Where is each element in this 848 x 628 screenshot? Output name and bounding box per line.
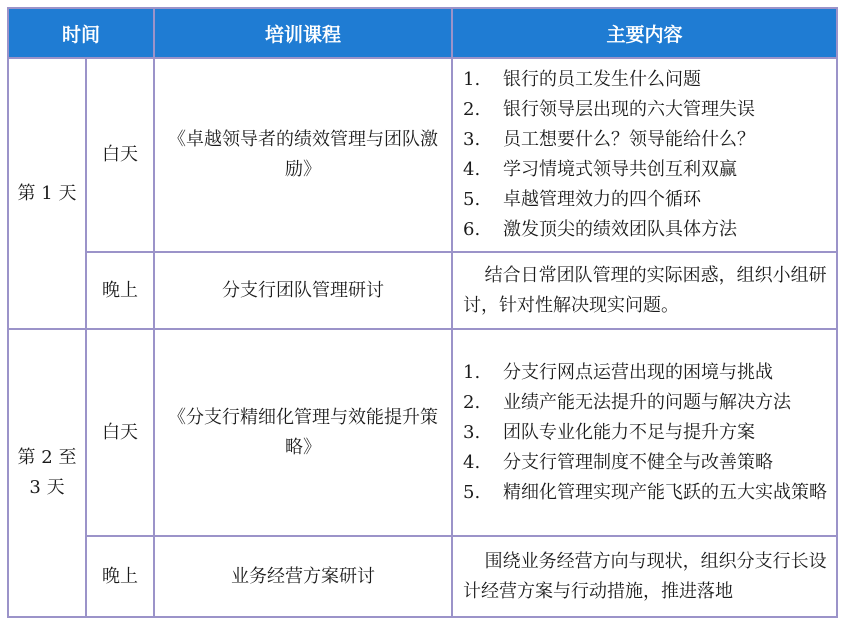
table-row [8,536,837,617]
content-paragraph: 结合日常团队管理的实际困惑，组织小组研讨，针对性解决现实问题。 [463,264,827,316]
training-schedule-table [7,7,838,618]
course-title: 《分支行精细化管理与效能提升策略》 [154,329,452,536]
list-item: 4. 分支行管理制度不健全与改善策略 [463,451,774,473]
day-label: 第 1 天 [8,58,86,329]
period-label: 白天 [86,58,154,252]
list-item: 1. 分支行网点运营出现的困境与挑战 [463,361,774,383]
content-list [453,352,836,514]
content-paragraph-cell [452,252,837,329]
period-label: 晚上 [86,252,154,329]
period-label: 白天 [86,329,154,536]
course-title: 《卓越领导者的绩效管理与团队激励》 [154,58,452,252]
list-item: 4. 学习情境式领导共创互利双赢 [463,159,738,180]
content-list-cell [452,58,837,252]
list-item: 5. 精细化管理实现产能飞跃的五大实战策略 [463,481,828,503]
list-item: 2. 银行领导层出现的六大管理失误 [463,99,756,120]
list-item: 2. 业绩产能无法提升的问题与解决方法 [463,391,792,413]
content-paragraph-cell [452,536,837,617]
header-time: 时间 [8,8,154,58]
header-course: 培训课程 [154,8,452,58]
content-paragraph: 围绕业务经营方向与现状，组织分支行长设计经营方案与行动措施，推进落地 [463,550,827,602]
header-content: 主要内容 [452,8,837,58]
course-title: 业务经营方案研讨 [154,536,452,617]
content-list-cell [452,329,837,536]
list-item: 5. 卓越管理效力的四个循环 [463,189,702,210]
content-list [453,59,836,251]
list-item: 6. 激发顶尖的绩效团队具体方法 [463,219,738,240]
header-row [8,8,837,58]
period-label: 晚上 [86,536,154,617]
list-item: 3. 员工想要什么？领导能给什么？ [463,129,756,150]
list-item: 3. 团队专业化能力不足与提升方案 [463,421,756,443]
table-row [8,252,837,329]
course-title: 分支行团队管理研讨 [154,252,452,329]
table-row [8,58,837,252]
list-item: 1. 银行的员工发生什么问题 [463,69,702,90]
day-label: 第 2 至 3 天 [8,329,86,617]
table-row [8,329,837,536]
